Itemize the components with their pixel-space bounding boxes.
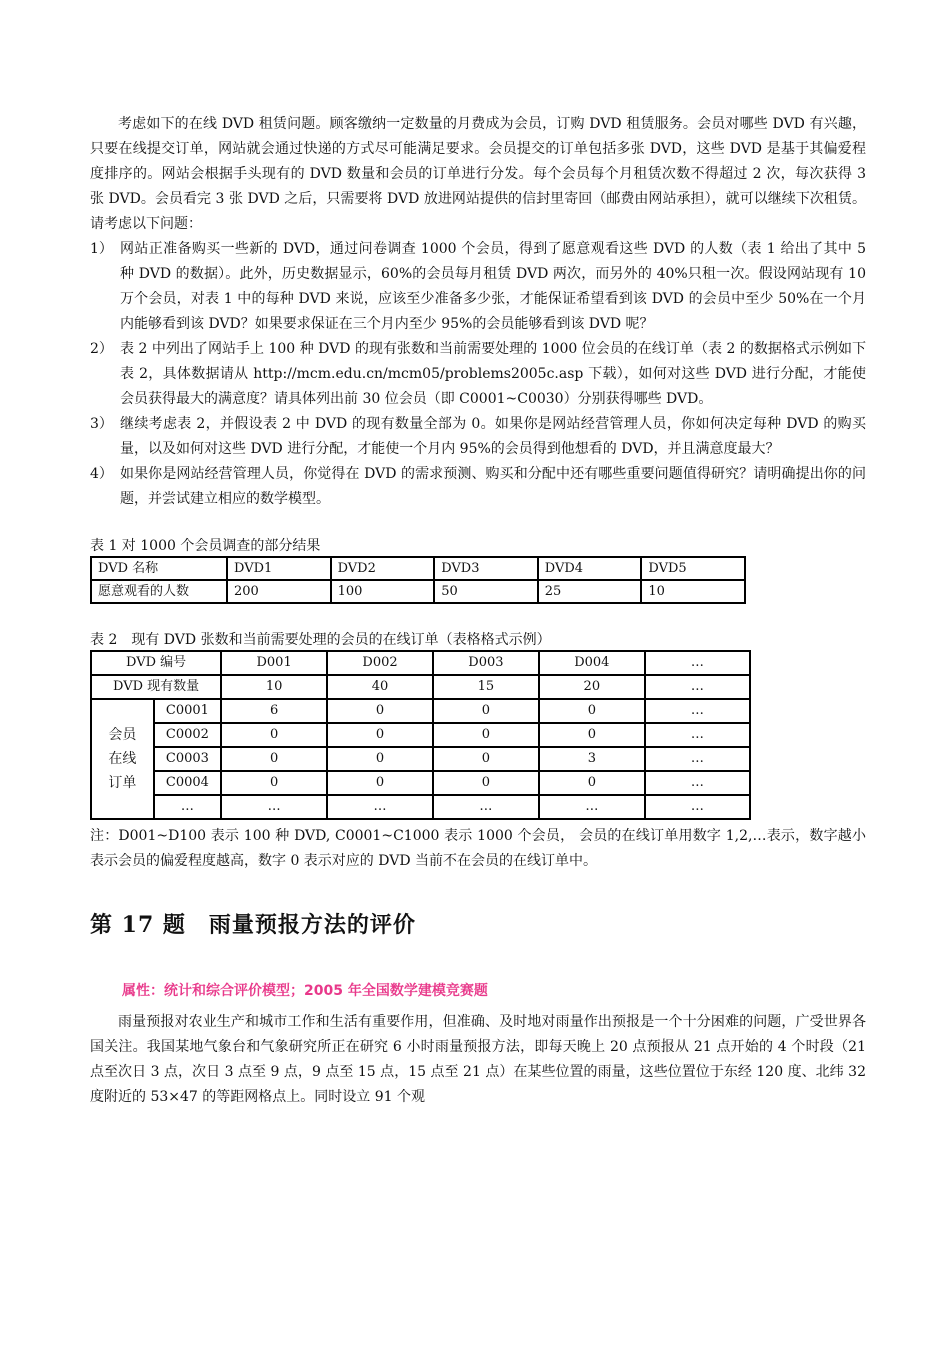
question-item [90,462,866,512]
survey-table [90,556,746,604]
question-item [90,337,866,412]
table-cell: 0 [433,747,539,771]
table-row [91,675,750,699]
table-cell: 0 [327,723,433,747]
table2-caption: 表 2 现有 DVD 张数和当前需要处理的会员的在线订单（表格格式示例） [90,632,551,648]
table-cell: DVD 名称 [91,557,227,580]
table-cell: 15 [433,675,539,699]
table-cell: … [645,651,750,675]
table-cell: 25 [538,580,642,603]
table-cell: … [645,747,750,771]
table-cell: 0 [433,771,539,795]
table-cell: D002 [327,651,433,675]
question-list [90,237,866,512]
table-cell: 6 [221,699,327,723]
table-cell: … [327,795,433,819]
orders-label-cell [91,699,154,819]
table-cell: D004 [539,651,645,675]
question-number: 4） [90,466,113,482]
orders-label-line: 订单 [108,775,137,791]
table-row [91,557,745,580]
member-id-cell: C0003 [154,747,222,771]
table-cell: DVD1 [227,557,331,580]
member-id-cell: C0001 [154,699,222,723]
table-cell: D003 [433,651,539,675]
document-page [90,112,866,1110]
table-cell: 0 [433,699,539,723]
table-cell: 0 [433,723,539,747]
orders-label-line: 在线 [108,751,137,767]
section-title: 第 17 题 雨量预报方法的评价 [90,912,416,938]
question-text: 如果你是网站经营管理人员，你觉得在 DVD 的需求预测、购买和分配中还有哪些重要问题值得研究？请明确提出你的问题，并尝试建立相应的数学模型。 [120,466,866,507]
table-cell: 0 [539,699,645,723]
table1-caption: 表 1 对 1000 个会员调查的部分结果 [90,538,321,554]
table-cell: … [645,675,750,699]
question-text: 继续考虑表 2，并假设表 2 中 DVD 的现有数量全部为 0。如果你是网站经营管理人员，你如何决定每种 DVD 的购买量，以及如何对这些 DVD 进行分配，才能使一个月内 95%的会员得到他想看的 DVD，并且满意度最大？ [120,416,866,457]
table-row [91,699,750,723]
table-cell: 20 [539,675,645,699]
table-cell: 200 [227,580,331,603]
table-row [91,723,750,747]
table-cell: … [645,771,750,795]
table-cell: … [433,795,539,819]
table-row [91,795,750,819]
rain-paragraph: 雨量预报对农业生产和城市工作和生活有重要作用，但准确、及时地对雨量作出预报是一个十分困难的问题，广受世界各国关注。我国某地气象台和气象研究所正在研究 6 小时雨量预报方法，即每天晚上 20 点预报从 21 点开始的 4 个时段（21 点至次日 3 点，次日 3 点至 9 点，9 点至 15 点，15 点至 21 点）在某些位置的雨量，这些位置位于东经 120 度、北纬 32 度附近的 53×47 的等距网格点上。同时设立 91 个观 [90,1014,866,1105]
member-id-cell: C0004 [154,771,222,795]
member-id-cell: C0002 [154,723,222,747]
table-cell: DVD 现有数量 [91,675,221,699]
question-text: 网站正准备购买一些新的 DVD，通过问卷调查 1000 个会员，得到了愿意观看这些 DVD 的人数（表 1 给出了其中 5 种 DVD 的数据）。此外，历史数据显示，60%的会员每月租赁 DVD 两次，而另外的 40%只租一次。假设网站现有 10 万个会员，对表 1 中的每种 DVD 来说，应该至少准备多少张，才能保证希望看到该 DVD 的会员中至少 50%在一个月内能够看到该 DVD？如果要求保证在三个月内至少 95%的会员能够看到该 DVD 呢？ [120,241,866,332]
table-cell: DVD3 [434,557,538,580]
table-cell: … [221,795,327,819]
question-text: 表 2 中列出了网站手上 100 种 DVD 的现有张数和当前需要处理的 1000 位会员的在线订单（表 2 的数据格式示例如下表 2，具体数据请从 http://mcm.edu.cn/mcm05/problems2005c.asp 下载），如何对这些 DVD 进行分配，才能使会员获得最大的满意度？请具体列出前 30 位会员（即 C0001~C0030）分别获得哪些 DVD。 [120,341,866,407]
member-id-cell: … [154,795,222,819]
question-item [90,237,866,337]
table-cell: 0 [221,723,327,747]
table-cell: … [645,795,750,819]
problem-attribute: 属性：统计和综合评价模型；2005 年全国数学建模竞赛题 [122,983,488,999]
table-cell: 0 [327,699,433,723]
table-cell: … [645,699,750,723]
table-cell: DVD5 [641,557,745,580]
table-cell: DVD4 [538,557,642,580]
question-item [90,412,866,462]
table-cell: DVD 编号 [91,651,221,675]
question-number: 2） [90,341,113,357]
table-cell: 愿意观看的人数 [91,580,227,603]
table-cell: 10 [641,580,745,603]
table-cell: 0 [539,723,645,747]
table-cell: 0 [539,771,645,795]
table-cell: 40 [327,675,433,699]
table-note: 注：D001~D100 表示 100 种 DVD, C0001~C1000 表示 1000 个会员， 会员的在线订单用数字 1,2,…表示，数字越小表示会员的偏爱程度越高，数字 0 表示对应的 DVD 当前不在会员的在线订单中。 [90,828,866,869]
table-row [91,651,750,675]
table-cell: 10 [221,675,327,699]
table-cell: D001 [221,651,327,675]
table-cell: 3 [539,747,645,771]
table-cell: 50 [434,580,538,603]
intro-paragraph: 考虑如下的在线 DVD 租赁问题。顾客缴纳一定数量的月费成为会员，订购 DVD 租赁服务。会员对哪些 DVD 有兴趣，只要在线提交订单，网站就会通过快递的方式尽可能满足要求。会员提交的订单包括多张 DVD，这些 DVD 是基于其偏爱程度排序的。网站会根据手头现有的 DVD 数量和会员的订单进行分发。每个会员每个月租赁次数不得超过 2 次，每次获得 3 张 DVD。会员看完 3 张 DVD 之后，只需要将 DVD 放进网站提供的信封里寄回（邮费由网站承担），就可以继续下次租赁。请考虑以下问题： [90,116,866,232]
question-number: 1） [90,241,113,257]
table-cell: 0 [327,747,433,771]
table-cell: 0 [221,771,327,795]
table-cell: … [539,795,645,819]
table-row [91,771,750,795]
table-row [91,580,745,603]
question-number: 3） [90,416,113,432]
table-cell: … [645,723,750,747]
table-cell: DVD2 [331,557,435,580]
table-row [91,747,750,771]
table-cell: 0 [221,747,327,771]
orders-label-line: 会员 [108,727,137,743]
orders-table [90,650,751,820]
table-cell: 0 [327,771,433,795]
table-cell: 100 [331,580,435,603]
